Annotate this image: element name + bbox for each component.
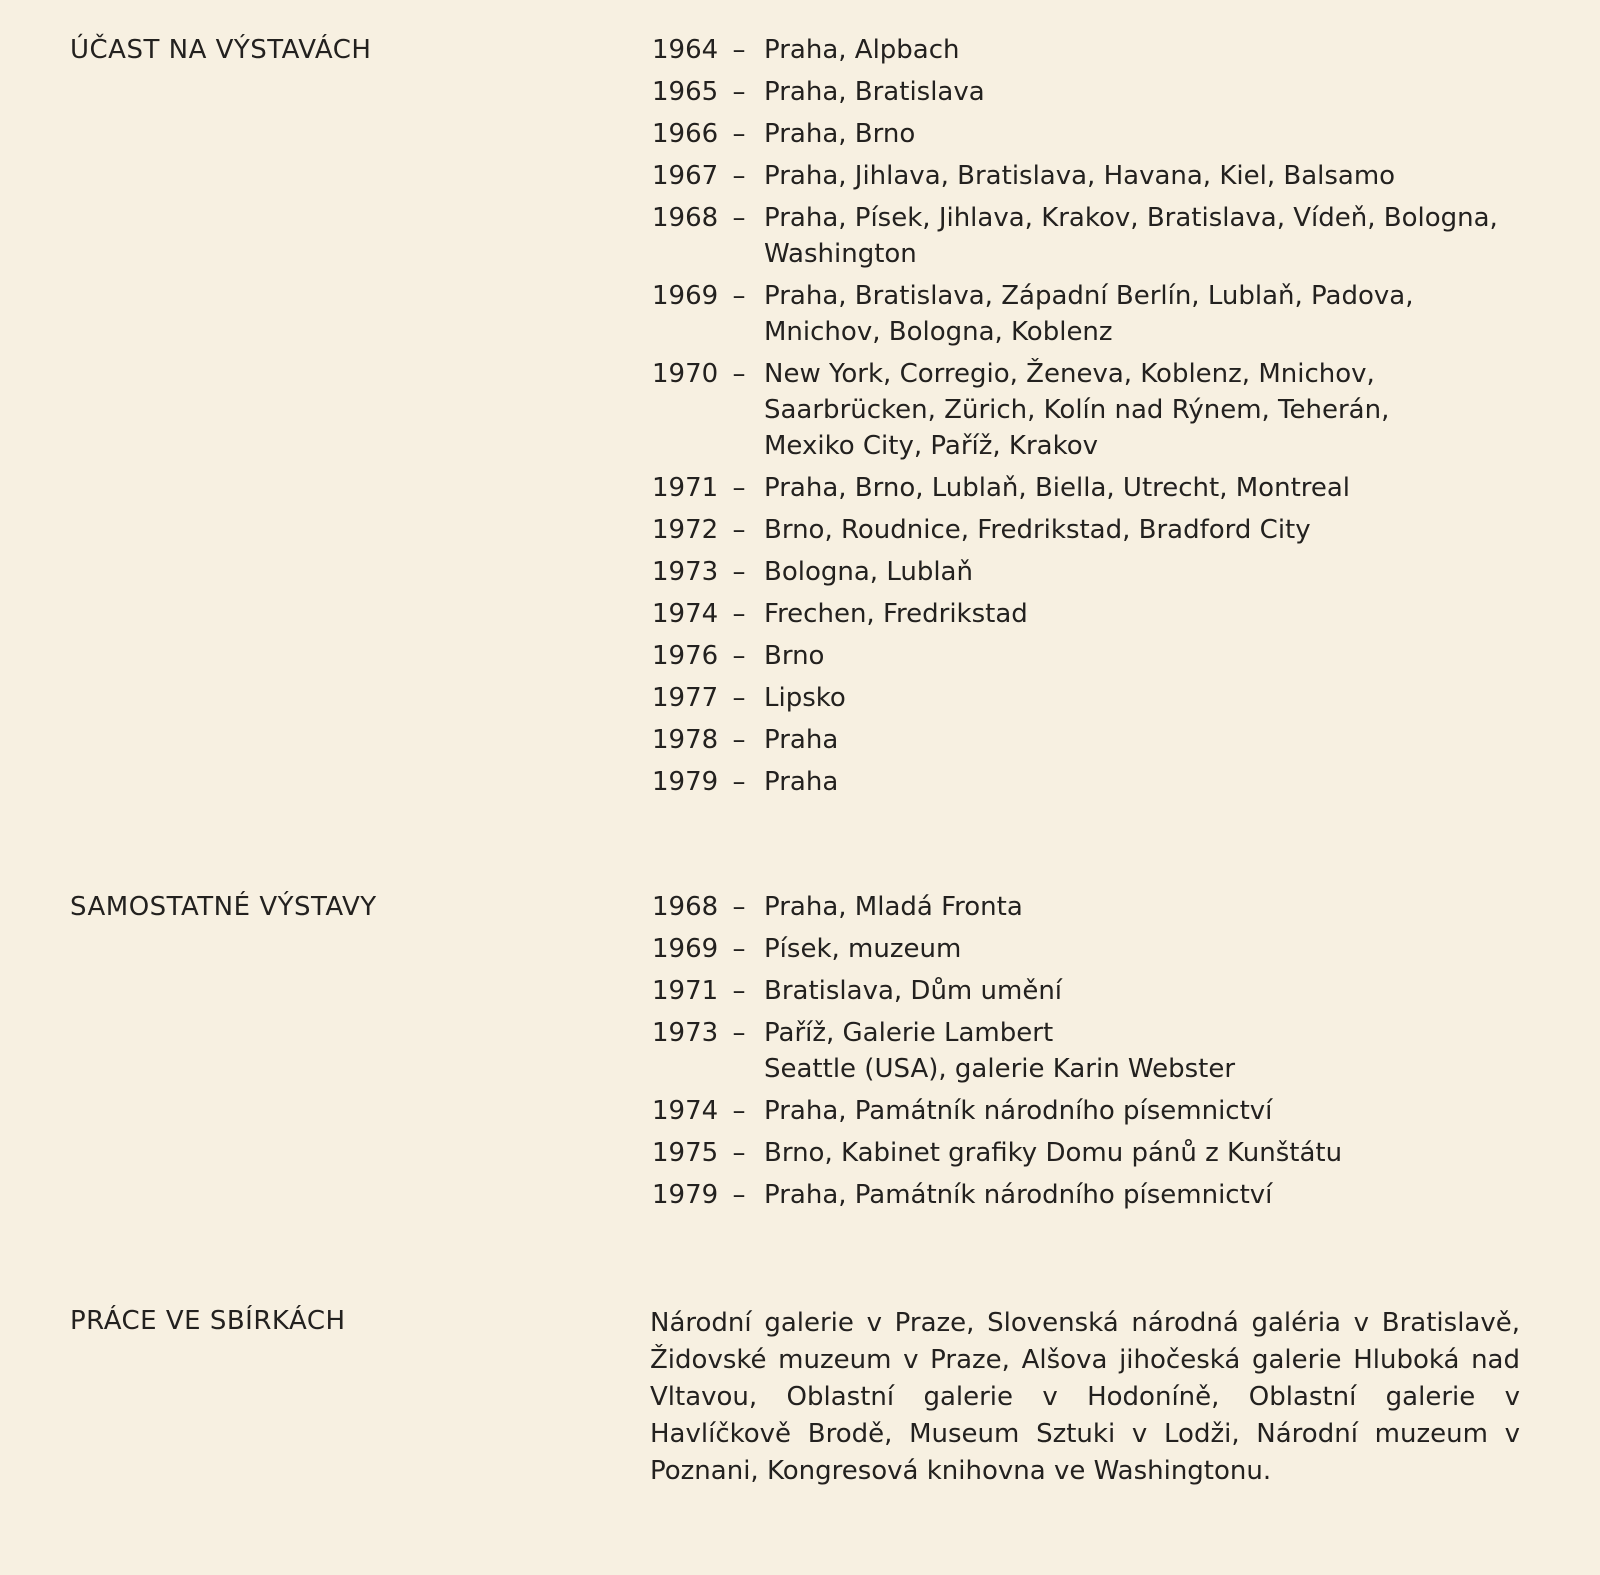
exhibition-entry: [652, 158, 1532, 194]
exhibition-entry: [652, 512, 1532, 548]
entry-places: Brno: [764, 641, 825, 671]
exhibition-entry: [652, 116, 1532, 152]
entry-places: Lipsko: [764, 683, 846, 713]
entry-dash: –: [732, 934, 746, 964]
entry-dash: –: [732, 77, 746, 107]
entry-dash: –: [732, 119, 746, 149]
entry-dash: –: [732, 892, 746, 922]
exhibition-entry: [652, 278, 1532, 350]
entry-places: Bratislava, Dům umění: [764, 976, 1063, 1006]
entry-dash: –: [732, 976, 746, 1006]
entry-year: 1970: [652, 359, 719, 389]
entry-places: Praha, Písek, Jihlava, Krakov, Bratislava, Vídeň, Bologna, Washington: [764, 203, 1498, 269]
entry-dash: –: [732, 1138, 746, 1168]
entry-places: Praha: [764, 767, 839, 797]
entry-places: Bologna, Lublaň: [764, 557, 973, 587]
entry-dash: –: [732, 725, 746, 755]
exhibition-entry: [652, 722, 1532, 758]
entry-year: 1972: [652, 515, 719, 545]
entry-year: 1969: [652, 281, 719, 311]
entry-year: 1968: [652, 203, 719, 233]
entry-dash: –: [732, 281, 746, 311]
exhibition-entry: [652, 200, 1532, 272]
entry-dash: –: [732, 35, 746, 65]
entry-places: Brno, Roudnice, Fredrikstad, Bradford City: [764, 515, 1311, 545]
entry-dash: –: [732, 161, 746, 191]
entry-year: 1967: [652, 161, 719, 191]
entry-year: 1978: [652, 725, 719, 755]
section-heading-collections: PRÁCE VE SBÍRKÁCH: [70, 1306, 346, 1336]
entry-year: 1974: [652, 599, 719, 629]
entry-dash: –: [732, 767, 746, 797]
exhibition-entry: [652, 1135, 1532, 1171]
exhibition-entry: [652, 32, 1532, 68]
entry-places: Praha, Alpbach: [764, 35, 960, 65]
entry-dash: –: [732, 1180, 746, 1210]
exhibition-entry: [652, 74, 1532, 110]
entry-year: 1979: [652, 1180, 719, 1210]
entry-dash: –: [732, 473, 746, 503]
entry-dash: –: [732, 1018, 746, 1048]
entry-dash: –: [732, 515, 746, 545]
solo-exhibitions-list: [652, 889, 1532, 1213]
entry-dash: –: [732, 1096, 746, 1126]
exhibition-entry: [652, 764, 1532, 800]
entry-year: 1979: [652, 767, 719, 797]
entry-dash: –: [732, 557, 746, 587]
exhibition-entry: [652, 1177, 1532, 1213]
entry-places: Praha, Jihlava, Bratislava, Havana, Kiel, Balsamo: [764, 161, 1396, 191]
entry-places: Praha, Památník národního písemnictví: [764, 1096, 1273, 1126]
exhibition-entry: [652, 554, 1532, 590]
exhibition-entry: [652, 680, 1532, 716]
section-heading-group-exhibitions: ÚČAST NA VÝSTAVÁCH: [70, 35, 372, 65]
exhibition-entry: [652, 596, 1532, 632]
exhibition-entry: [652, 889, 1532, 925]
exhibition-entry: [652, 638, 1532, 674]
exhibition-entry: [652, 973, 1532, 1009]
entry-year: 1969: [652, 934, 719, 964]
exhibition-entry: [652, 1015, 1532, 1087]
group-exhibitions-list: [652, 32, 1532, 800]
exhibition-entry: [652, 356, 1532, 464]
entry-dash: –: [732, 359, 746, 389]
entry-dash: –: [732, 599, 746, 629]
collections-paragraph: Národní galerie v Praze, Slovenská národná galéria v Bratislavě, Židovské muzeum v Praze, Alšova jihočeská galerie Hluboká nad Vltavou, Oblastní galerie v Hodoníně, Oblastní galerie v Havlíčkově Brodě, Museum Sztuki v Lodži, Národní muzeum v Poznani, Kongresová knihovna ve Washingtonu.: [650, 1308, 1520, 1486]
entry-places: Praha, Bratislava: [764, 77, 985, 107]
entry-year: 1977: [652, 683, 719, 713]
entry-dash: –: [732, 683, 746, 713]
exhibition-entry: [652, 470, 1532, 506]
entry-places: Praha, Brno, Lublaň, Biella, Utrecht, Montreal: [764, 473, 1351, 503]
entry-year: 1971: [652, 473, 719, 503]
entry-year: 1964: [652, 35, 719, 65]
entry-year: 1966: [652, 119, 719, 149]
entry-dash: –: [732, 641, 746, 671]
exhibition-entry: [652, 1093, 1532, 1129]
entry-places: Brno, Kabinet grafiky Domu pánů z Kunštátu: [764, 1138, 1343, 1168]
entry-places: Praha, Bratislava, Západní Berlín, Lublaň, Padova, Mnichov, Bologna, Koblenz: [764, 281, 1414, 347]
entry-year: 1968: [652, 892, 719, 922]
entry-year: 1976: [652, 641, 719, 671]
entry-year: 1973: [652, 1018, 719, 1048]
entry-dash: –: [732, 203, 746, 233]
entry-places: New York, Corregio, Ženeva, Koblenz, Mnichov, Saarbrücken, Zürich, Kolín nad Rýnem, Teherán, Mexiko City, Paříž, Krakov: [764, 359, 1390, 461]
entry-places: Frechen, Fredrikstad: [764, 599, 1028, 629]
entry-places: Písek, muzeum: [764, 934, 962, 964]
entry-places: Praha, Mladá Fronta: [764, 892, 1023, 922]
section-heading-solo-exhibitions: SAMOSTATNÉ VÝSTAVY: [70, 892, 377, 922]
entry-year: 1965: [652, 77, 719, 107]
entry-year: 1971: [652, 976, 719, 1006]
entry-places: Praha, Památník národního písemnictví: [764, 1180, 1273, 1210]
entry-year: 1975: [652, 1138, 719, 1168]
entry-places: Praha, Brno: [764, 119, 916, 149]
entry-year: 1974: [652, 1096, 719, 1126]
entry-places: Paříž, Galerie Lambert Seattle (USA), galerie Karin Webster: [764, 1018, 1236, 1084]
exhibition-entry: [652, 931, 1532, 967]
entry-year: 1973: [652, 557, 719, 587]
entry-places: Praha: [764, 725, 839, 755]
